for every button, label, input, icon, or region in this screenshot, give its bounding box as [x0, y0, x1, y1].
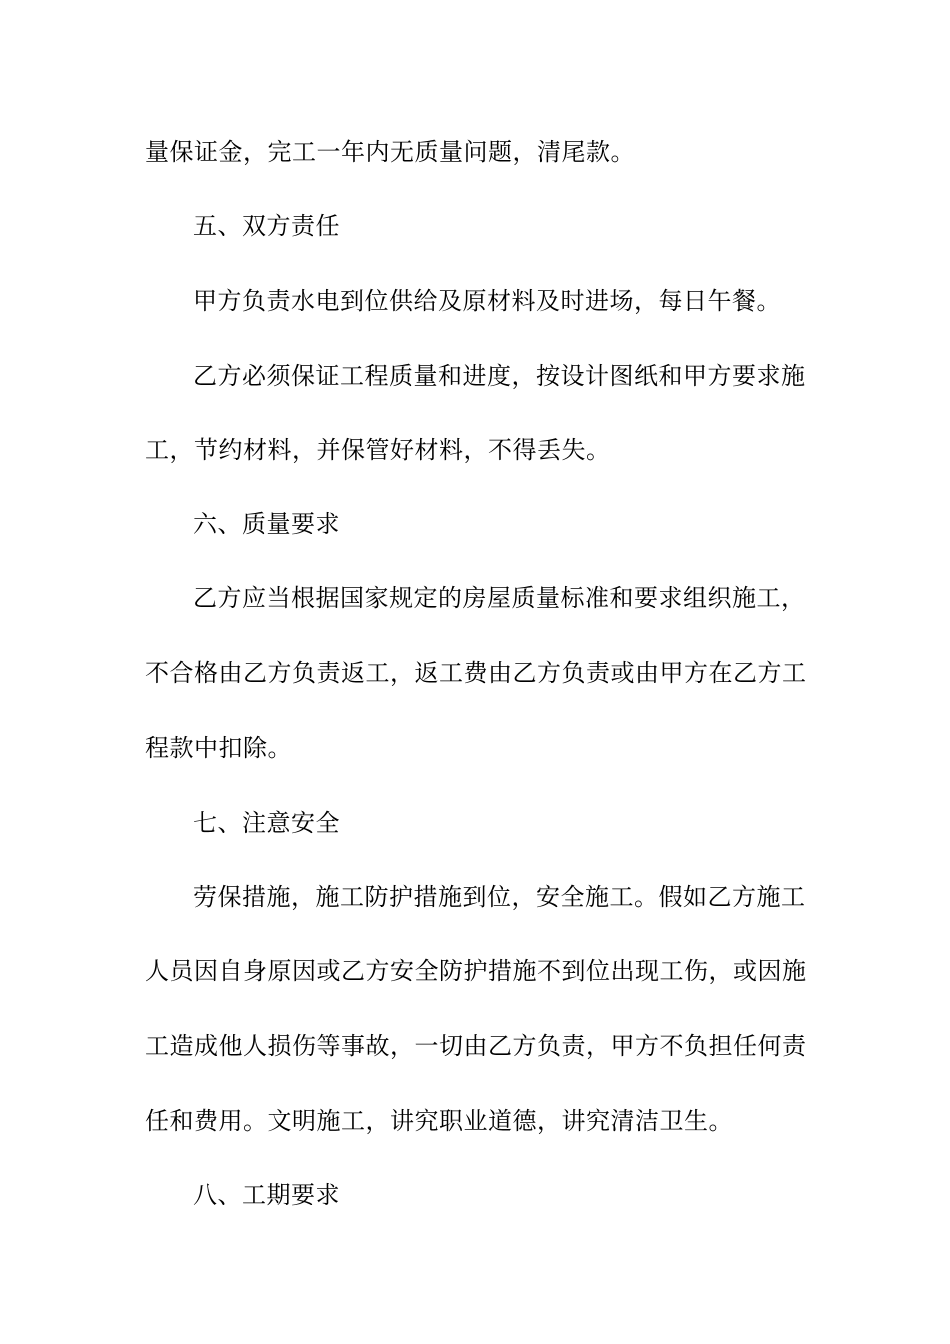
paragraph-line: 程款中扣除。 — [145, 734, 292, 762]
section-heading: 五、双方责任 — [193, 212, 340, 240]
paragraph-line: 不合格由乙方负责返工，返工费由乙方负责或由甲方在乙方工 — [145, 659, 807, 687]
paragraph-line: 工造成他人损伤等事故，一切由乙方负责，甲方不负担任何责 — [145, 1032, 807, 1060]
section-heading: 六、质量要求 — [193, 510, 340, 538]
paragraph-line: 人员因自身原因或乙方安全防护措施不到位出现工伤，或因施 — [145, 957, 807, 985]
paragraph-line: 乙方必须保证工程质量和进度，按设计图纸和甲方要求施 — [193, 362, 806, 390]
section-heading: 七、注意安全 — [193, 809, 340, 837]
paragraph-line: 量保证金，完工一年内无质量问题，清尾款。 — [145, 138, 635, 166]
paragraph-line: 工，节约材料，并保管好材料，不得丢失。 — [145, 436, 611, 464]
paragraph-line: 甲方负责水电到位供给及原材料及时进场，每日午餐。 — [193, 287, 781, 315]
paragraph-line: 乙方应当根据国家规定的房屋质量标准和要求组织施工， — [193, 584, 806, 612]
paragraph-line: 任和费用。文明施工，讲究职业道德，讲究清洁卫生。 — [145, 1107, 733, 1135]
section-heading: 八、工期要求 — [193, 1181, 340, 1209]
paragraph-line: 劳保措施，施工防护措施到位，安全施工。假如乙方施工 — [193, 883, 806, 911]
